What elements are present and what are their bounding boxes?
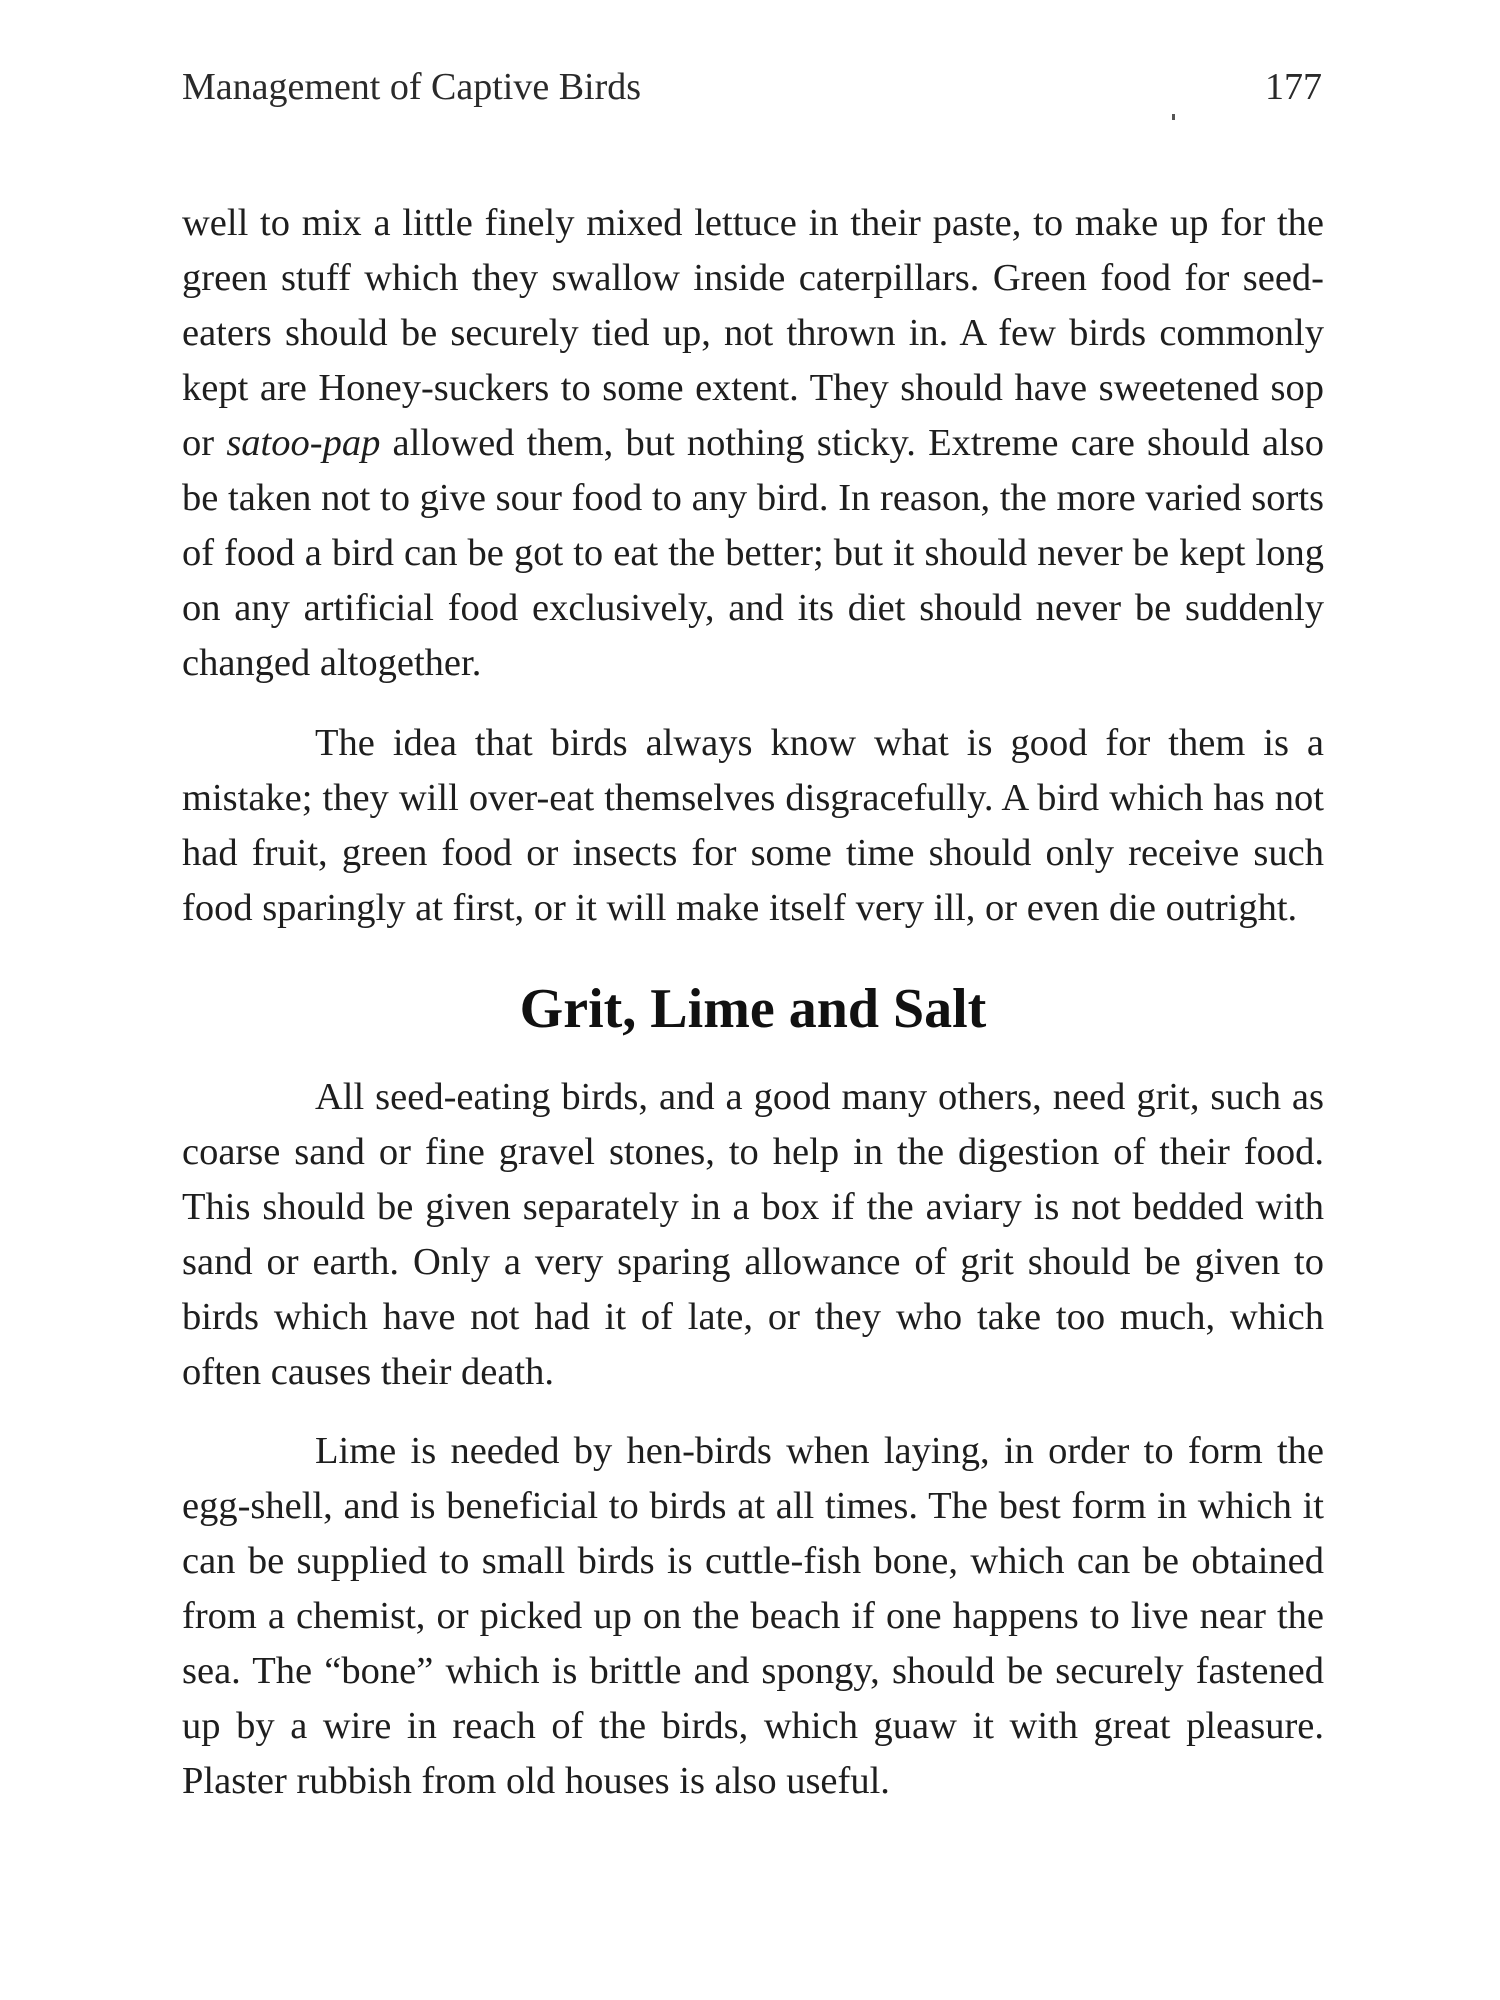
paragraph-lime: Lime is needed by hen-birds when laying, in order to form the egg-shell, and is beneficial to birds at all times. The best form in which it can be supplied to small birds is cuttle-fish bone, which can be obtained from a chemist, or picked up on the beach if one happens to live near the sea. The “bone” which is brittle and spongy, should be securely fastened up by a wire in reach of the birds, which guaw it with great pleasure. Plaster rubbish from old houses is also useful. [182,1430,1324,1802]
scan-speck [1172,114,1175,120]
paragraph-text-before: well to mix a little finely mixed lettuce in their paste, to make up for the green stuff which they swallow inside caterpillars. Green food for seed-eaters should be securely tied up, not thrown in. A few birds commonly kept are Honey-suckers to some extent. They should have sweetened sop or [182,202,1324,464]
paragraph-text-after: allowed them, but nothing sticky. Extreme care should also be taken not to give sour food to any bird. In reason, the more varied sorts of food a bird can be got to eat the better; but it should never be kept long on any artificial food exclusively, and its diet should never be suddenly changed altogether. [182,422,1324,684]
paragraph-continued [182,196,1324,691]
body-text [182,196,1324,1809]
italic-term: satoo-pap [226,422,381,464]
paragraph-birds-overeat: The idea that birds always know what is good for them is a mistake; they will over-eat themselves disgracefully. A bird which has not had fruit, green food or insects for some time should only receive such food sparingly at first, or it will make itself very ill, or even die outright. [182,722,1324,929]
paragraph-grit: All seed-eating birds, and a good many others, need grit, such as coarse sand or fine gravel stones, to help in the digestion of their food. This should be given separately in a box if the aviary is not bedded with sand or earth. Only a very sparing allowance of grit should be given to birds which have not had it of late, or they who take too much, which often causes their death. [182,1076,1324,1393]
section-heading: Grit, Lime and Salt [519,978,987,1040]
running-header [182,62,1322,112]
running-title: Management of Captive Birds [182,66,642,108]
page-number: 177 [1265,66,1322,108]
